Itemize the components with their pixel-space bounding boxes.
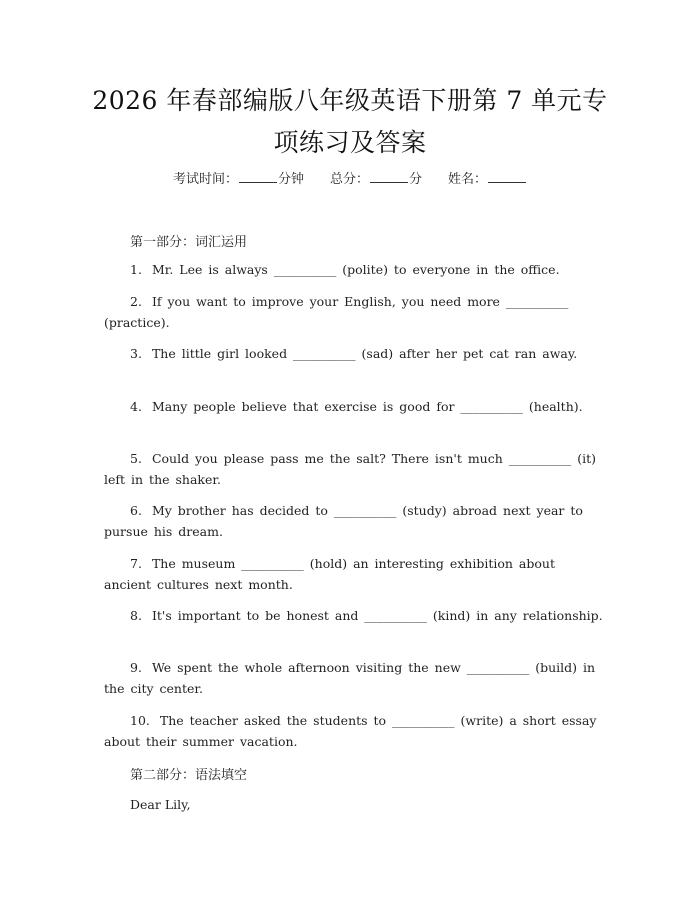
question-item <box>104 657 604 699</box>
question-text: Many people believe that exercise is good for __________ (health). <box>151 399 583 414</box>
question-item <box>104 500 604 542</box>
title-line-1: 2026 年春部编版八年级英语下册第 7 单元专 <box>92 86 608 115</box>
question-text: If you want to improve your English, you need more __________ (practice). <box>104 294 569 330</box>
score-blank <box>370 171 408 183</box>
time-blank <box>239 171 277 183</box>
question-text: Could you please pass me the salt? There isn't much __________ (it) left in the shaker. <box>104 451 596 487</box>
question-number: 5. <box>130 451 142 466</box>
section-1-heading: 第一部分：词汇运用 <box>130 235 248 250</box>
score-label: 总分： <box>329 172 369 187</box>
question-item <box>104 343 604 364</box>
question-item <box>104 259 604 280</box>
question-number: 3. <box>130 346 142 361</box>
question-text: My brother has decided to __________ (study) abroad next year to pursue his dream. <box>104 503 583 539</box>
question-item <box>104 553 604 595</box>
question-item <box>104 448 604 490</box>
question-item <box>104 605 604 626</box>
question-text: It's important to be honest and __________ (kind) in any relationship. <box>151 608 603 623</box>
question-number: 6. <box>130 503 142 518</box>
question-item <box>104 710 604 752</box>
title-line-2: 项练习及答案 <box>273 128 427 157</box>
question-number: 9. <box>130 660 142 675</box>
question-item <box>104 291 604 333</box>
question-number: 1. <box>130 262 142 277</box>
question-number: 8. <box>130 608 142 623</box>
name-blank <box>488 171 526 183</box>
question-number: 4. <box>130 399 142 414</box>
question-number: 7. <box>130 556 142 571</box>
document-title <box>90 80 610 164</box>
score-unit: 分 <box>409 172 423 187</box>
letter-greeting: Dear Lily, <box>130 797 191 812</box>
question-number: 2. <box>130 294 142 309</box>
question-text: The little girl looked __________ (sad) after her pet cat ran away. <box>151 346 578 361</box>
exam-info-line <box>0 168 700 187</box>
time-label: 考试时间： <box>172 172 238 187</box>
name-label: 姓名： <box>448 172 488 187</box>
question-text: Mr. Lee is always __________ (polite) to everyone in the office. <box>151 262 560 277</box>
question-number: 10. <box>130 713 150 728</box>
question-text: We spent the whole afternoon visiting the new __________ (build) in the city center. <box>104 660 596 696</box>
section-2-heading: 第二部分：语法填空 <box>130 768 248 783</box>
question-item <box>104 396 604 417</box>
time-unit: 分钟 <box>277 172 304 187</box>
question-text: The museum __________ (hold) an interesting exhibition about ancient cultures next month. <box>104 556 555 592</box>
question-text: The teacher asked the students to __________ (write) a short essay about their summer vacation. <box>104 713 597 749</box>
